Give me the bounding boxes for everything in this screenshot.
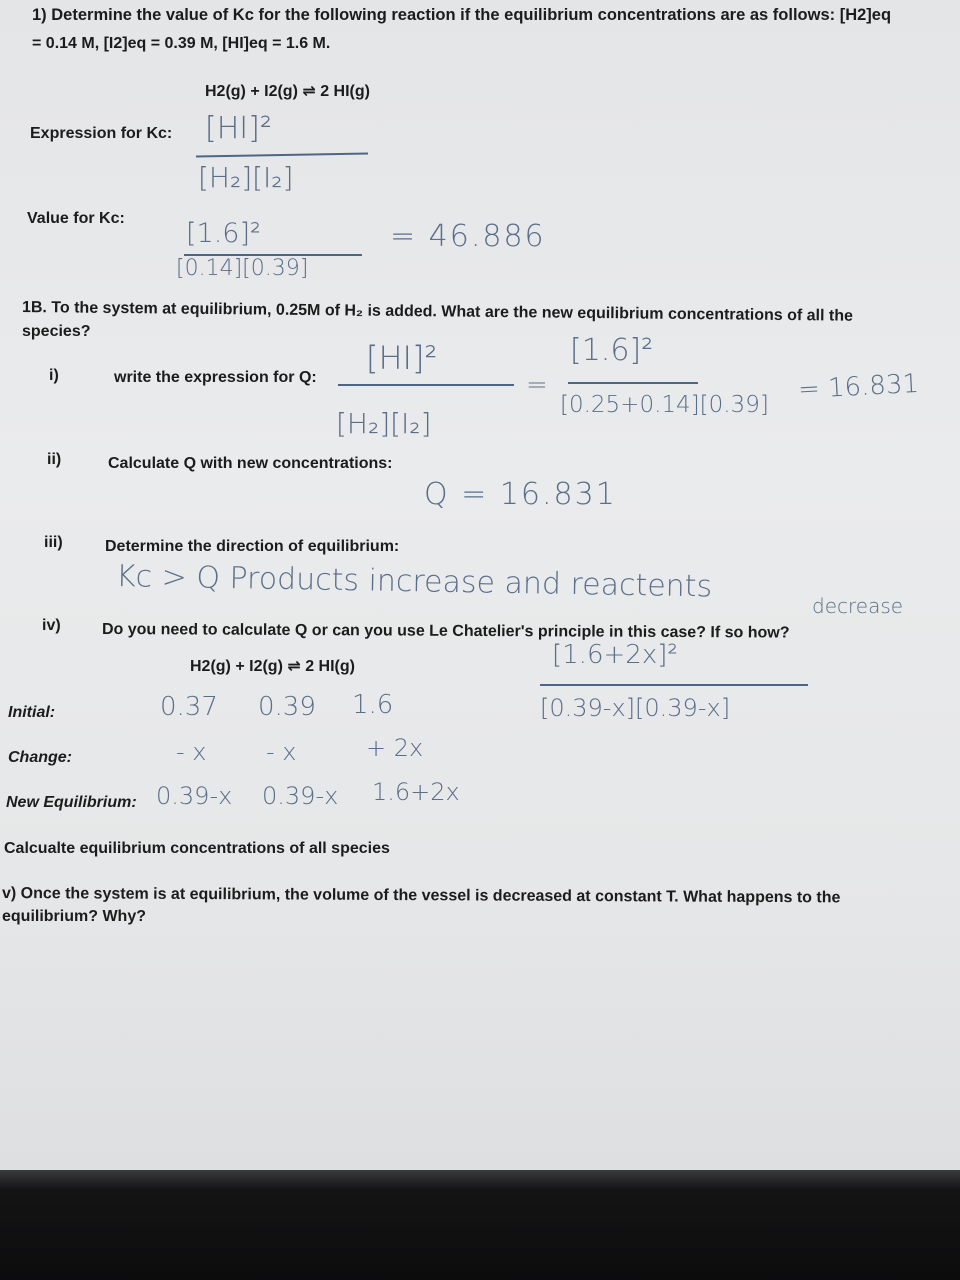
item-i-number: i) xyxy=(49,367,59,384)
hw-initial-i2: 0.39 xyxy=(258,692,316,722)
expression-label: Expression for Kc: xyxy=(30,125,173,142)
q-v-prompt-line1: v) Once the system is at equilibrium, the volume of the vessel is decreased at constant T. What happens to the xyxy=(1,885,841,907)
q1-prompt-line1: 1) Determine the value of Kc for the following reaction if the equilibrium concentrations are as follows: [H2]eq xyxy=(32,6,892,24)
hw-q-numerator-values: [1.6]² xyxy=(570,333,654,368)
q1b-prompt-line2: species? xyxy=(22,323,91,340)
hw-q-value: Q = 16.831 xyxy=(424,477,617,512)
ice-reaction: H2(g) + I2(g) ⇌ 2 HI(g) xyxy=(190,658,355,675)
hw-change-i2: - x xyxy=(266,738,297,766)
calculate-prompt: Calcualte equilibrium concentrations of all species xyxy=(4,840,390,857)
hw-q-result: = 16.831 xyxy=(797,368,920,406)
q1-prompt-line2: = 0.14 M, [I2]eq = 0.39 M, [HI]eq = 1.6 M. xyxy=(32,35,331,52)
hw-equilibrium-i2: 0.39-x xyxy=(262,782,339,810)
hw-kc-result: = 46.886 xyxy=(390,219,546,254)
q-v-prompt-line2: equilibrium? Why? xyxy=(2,908,146,925)
hw-q-denominator-values: [0.25+0.14][0.39] xyxy=(560,392,769,418)
hw-q-denominator: [H₂][I₂] xyxy=(336,407,432,440)
q1-reaction: H2(g) + I2(g) ⇌ 2 HI(g) xyxy=(205,83,370,100)
item-ii-number: ii) xyxy=(47,451,62,468)
item-iii-text: Determine the direction of equilibrium: xyxy=(105,538,400,555)
hw-expression-denominator: [H₂][I₂] xyxy=(198,161,294,194)
item-iv-text: Do you need to calculate Q or can you use Le Chatelier's principle in this case? If so how? xyxy=(101,621,790,642)
hw-fraction-bar xyxy=(196,152,368,157)
hw-ice-denominator: [0.39-x][0.39-x] xyxy=(540,694,731,722)
hw-q-values-fraction-bar xyxy=(568,382,698,384)
change-label: Change: xyxy=(8,749,72,766)
hw-q-fraction-bar xyxy=(338,384,514,386)
hw-change-h2: - x xyxy=(176,738,207,766)
hw-initial-h2: 0.37 xyxy=(160,692,218,722)
item-ii-text: Calculate Q with new concentrations: xyxy=(108,455,393,472)
hw-q-equals: = xyxy=(526,370,548,400)
hw-ice-numerator: [1.6+2x]² xyxy=(552,640,678,670)
hw-direction: Kc > Q Products increase and reactents xyxy=(115,559,713,605)
hw-equilibrium-h2: 0.39-x xyxy=(156,782,233,810)
item-i-text: write the expression for Q: xyxy=(114,369,317,386)
item-iv-number: iv) xyxy=(42,617,61,634)
hw-q-numerator: [HI]² xyxy=(366,339,438,377)
new-equilibrium-label: New Equilibrium: xyxy=(6,794,137,811)
hw-initial-hi: 1.6 xyxy=(352,690,394,720)
hw-ice-fraction-bar xyxy=(540,684,808,686)
q1b-prompt-line1: 1B. To the system at equilibrium, 0.25M of H₂ is added. What are the new equilibrium concentrations of all the xyxy=(21,299,853,325)
hw-equilibrium-hi: 1.6+2x xyxy=(372,778,460,806)
item-iii-number: iii) xyxy=(44,534,63,551)
hw-expression-numerator: [HI]² xyxy=(205,111,272,146)
hw-value-denominator: [0.14][0.39] xyxy=(176,256,309,281)
initial-label: Initial: xyxy=(8,704,56,721)
desk-background xyxy=(0,1170,960,1280)
hw-change-hi: + 2x xyxy=(366,734,424,762)
value-label: Value for Kc: xyxy=(27,210,125,227)
hw-value-numerator: [1.6]² xyxy=(186,218,261,249)
hw-direction-continued: decrease xyxy=(812,594,904,618)
